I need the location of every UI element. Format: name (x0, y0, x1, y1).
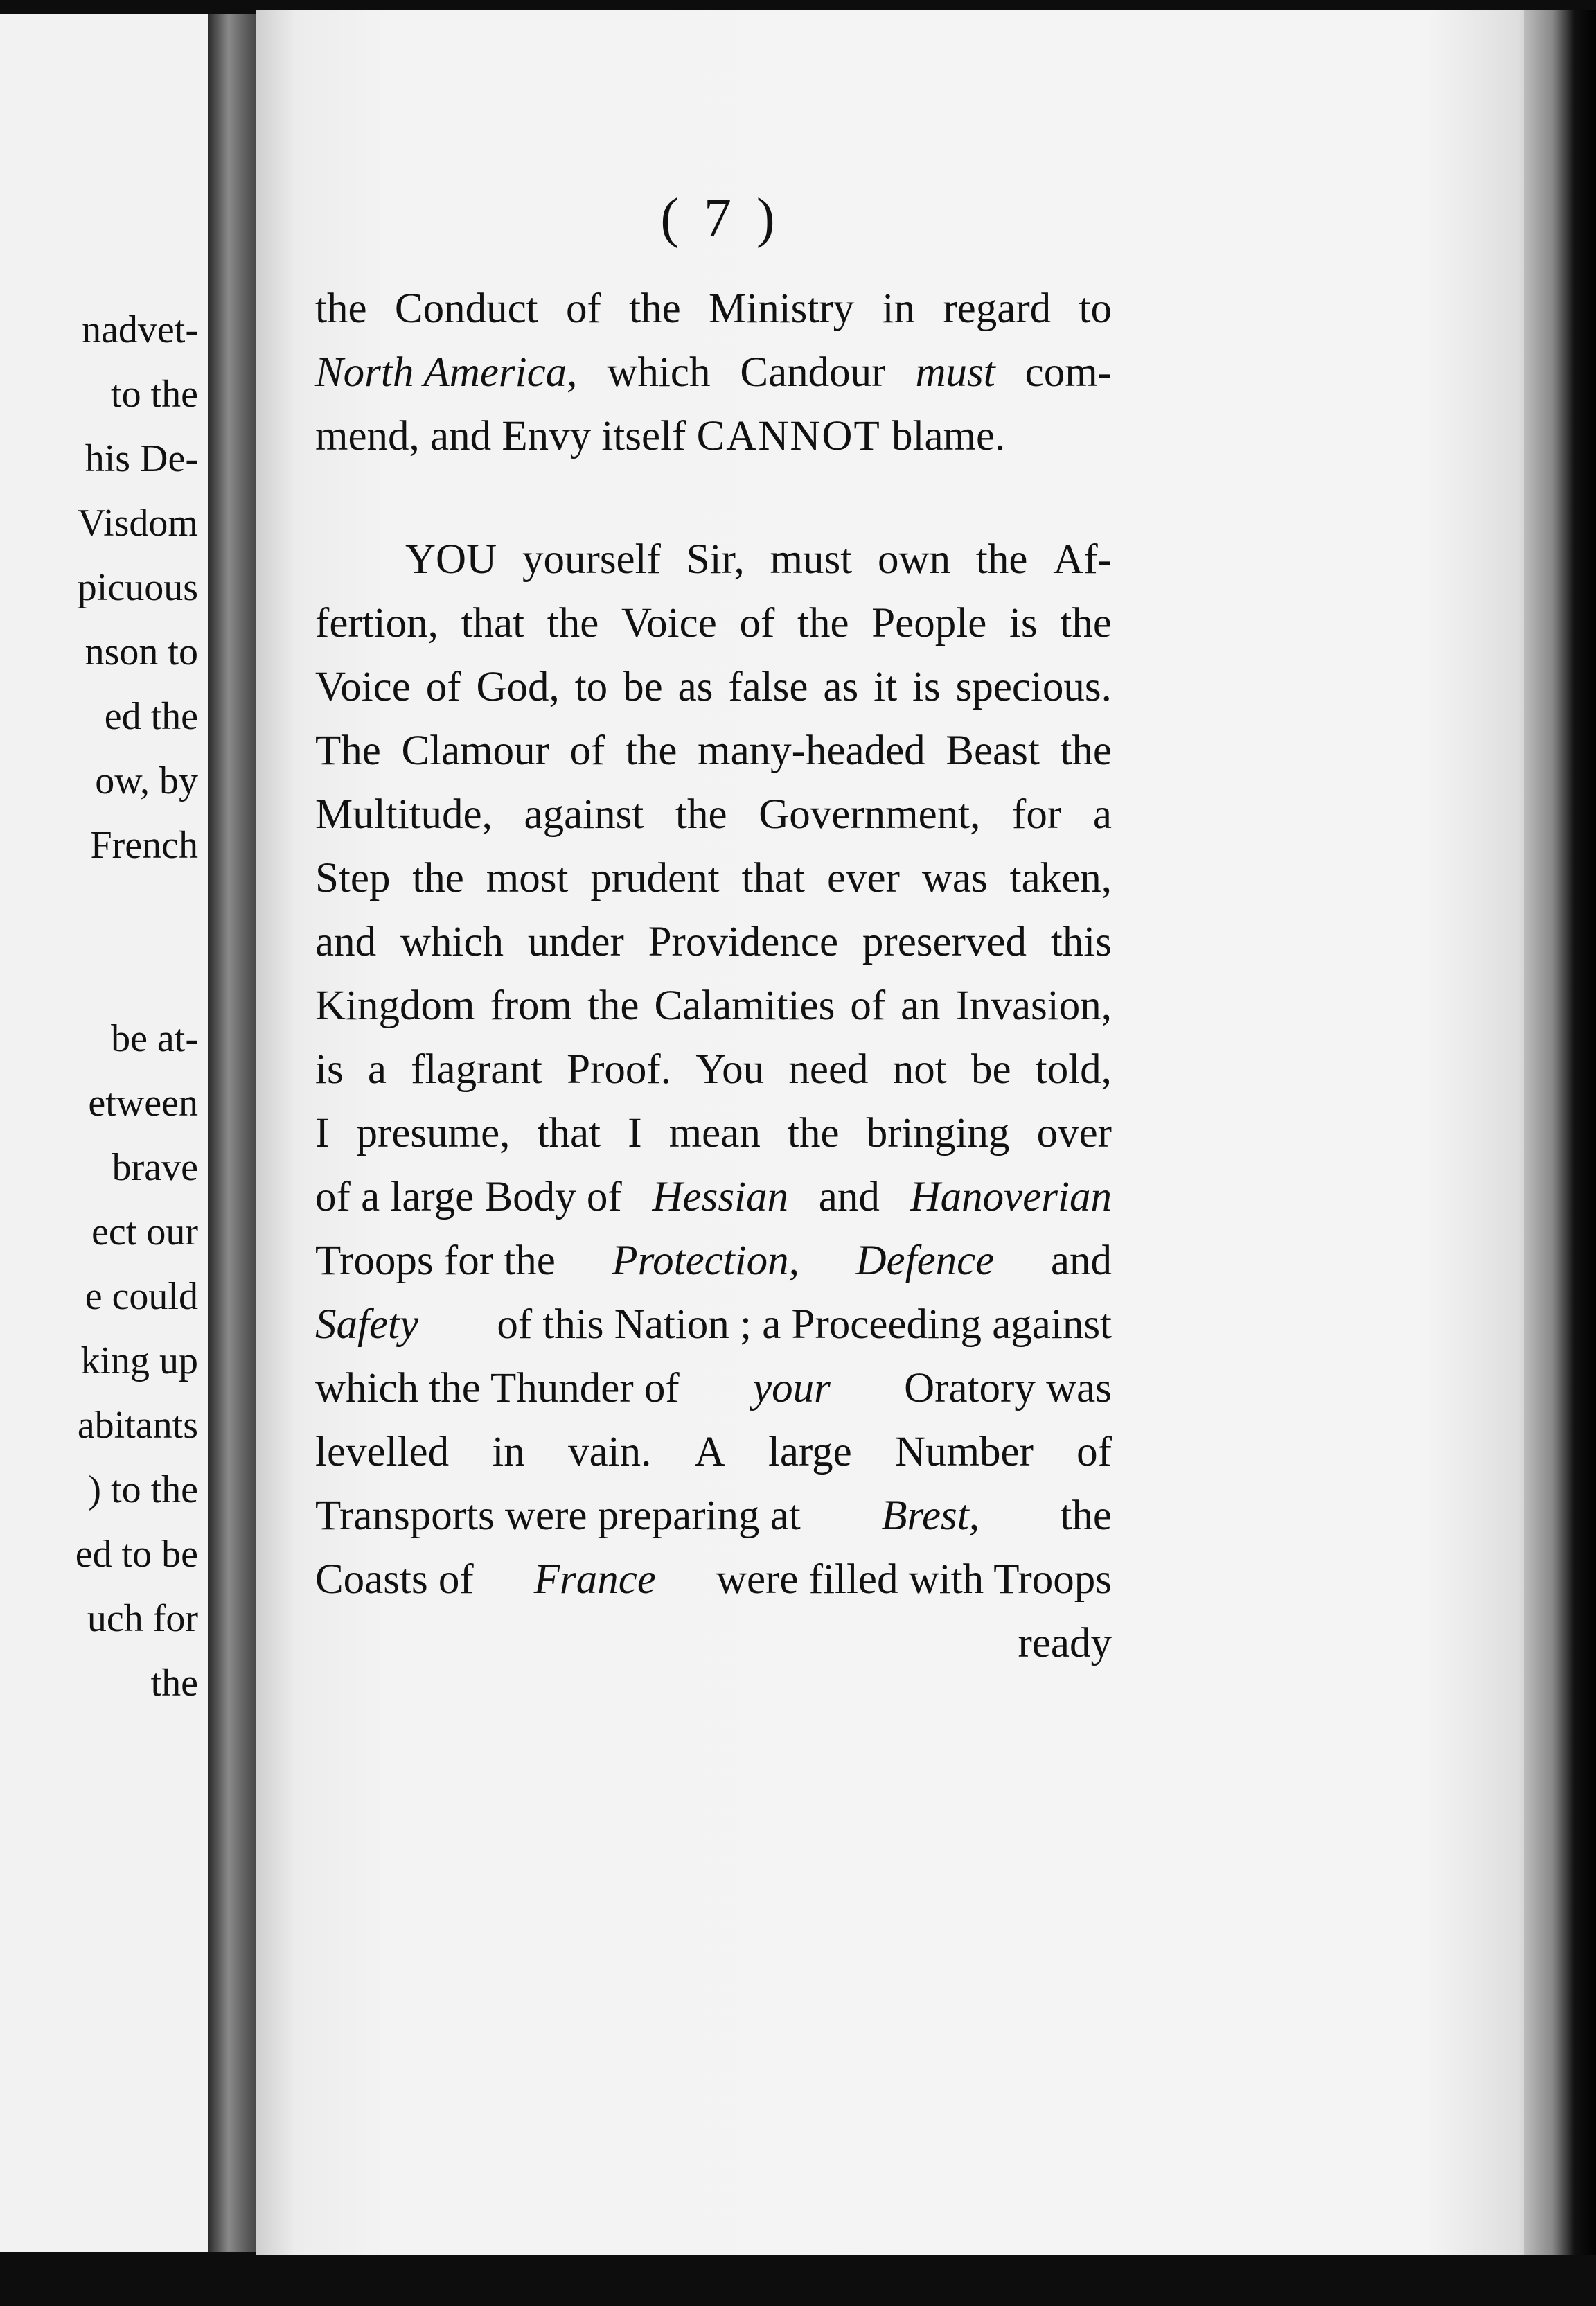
text-word-italic: Protection, (612, 1238, 799, 1284)
text-word: regard (943, 285, 1052, 332)
text-word: Invasion, (955, 983, 1112, 1029)
text-word: presume, (356, 1110, 511, 1156)
text-word: Ministry (709, 285, 855, 332)
text-line (315, 719, 1112, 783)
text-line (315, 405, 1112, 468)
text-word: that (741, 855, 806, 901)
left-page-line: ) to the (88, 1468, 198, 1511)
text-word: is (1009, 600, 1038, 646)
text-segment: Transports were preparing at (315, 1493, 801, 1539)
text-word: not (892, 1046, 947, 1093)
text-word: People (871, 600, 987, 646)
text-word: and (315, 919, 377, 965)
text-word: that (461, 600, 525, 646)
left-page-line: nson to (85, 631, 198, 674)
page-number: ( 7 ) (660, 188, 781, 249)
text-word: the (788, 1110, 840, 1156)
text-word: was (921, 855, 988, 901)
text-word: A (694, 1429, 725, 1475)
text-word-italic: Defence (855, 1238, 995, 1284)
text-word: need (788, 1046, 869, 1093)
text-line (315, 1165, 1112, 1229)
text-word: I (315, 1110, 330, 1156)
text-word: ever (826, 855, 900, 901)
text-word: Af- (1053, 536, 1112, 583)
left-page-line: to the (111, 373, 198, 416)
text-word: over (1036, 1110, 1112, 1156)
text-word: Step (315, 855, 391, 901)
left-page-line: etween (88, 1082, 198, 1125)
text-word: large (768, 1429, 852, 1475)
left-page-line (0, 942, 198, 1007)
text-word: flagrant (411, 1046, 542, 1093)
text-word: false (728, 664, 808, 710)
text-line (315, 1548, 1112, 1612)
text-word: a (367, 1046, 387, 1093)
text-segment: which the Thunder of (315, 1365, 680, 1411)
left-page-line: king up (80, 1339, 198, 1382)
left-page-line: uch for (87, 1597, 198, 1640)
left-page-line: French (90, 824, 198, 867)
text-segment: Coasts of (315, 1556, 474, 1603)
text-word: this (1050, 919, 1112, 965)
text-word: the (587, 983, 639, 1029)
text-word: yourself (522, 536, 661, 583)
left-page-line: his De- (85, 437, 198, 480)
text-word: Voice (315, 664, 411, 710)
text-word: and (818, 1174, 880, 1220)
text-word: I (628, 1110, 642, 1156)
text-line (315, 974, 1112, 1038)
left-page-line: e could (85, 1275, 198, 1318)
text-word: Beast (946, 728, 1040, 774)
text-word: of (425, 664, 461, 710)
text-word-small-caps: CANNOT (696, 413, 881, 459)
text-word: against (524, 791, 644, 838)
text-segment: were filled with Troops (716, 1556, 1112, 1603)
text-line (315, 1357, 1112, 1420)
text-word-italic: Hessian (652, 1174, 789, 1220)
text-word-italic: France (533, 1556, 656, 1603)
text-word: of (1076, 1429, 1112, 1475)
text-word: and (1050, 1238, 1112, 1284)
text-word: the (1060, 600, 1112, 646)
left-page-line: ow, by (95, 759, 198, 802)
text-word: Clamour (401, 728, 549, 774)
text-word: Candour (740, 349, 886, 396)
text-line (315, 783, 1112, 847)
catchword: ready (1018, 1620, 1112, 1666)
text-word: blame. (892, 413, 1006, 459)
text-word: mean (668, 1110, 761, 1156)
text-word: in (882, 285, 915, 332)
text-word: the (675, 791, 727, 838)
text-word: preserved (862, 919, 1027, 965)
text-word-italic: must (915, 349, 995, 396)
left-page-line: be at- (111, 1017, 198, 1060)
left-page-line: nadvet- (82, 308, 198, 351)
text-word: fertion, (315, 600, 438, 646)
left-page-line: ed the (104, 695, 198, 738)
left-page-line: abitants (77, 1404, 198, 1447)
text-word: many-headed (698, 728, 925, 774)
text-line (315, 341, 1112, 405)
left-page-line: ect our (91, 1211, 198, 1253)
text-word: You (695, 1046, 765, 1093)
text-line (315, 1293, 1112, 1357)
text-word: the (547, 600, 599, 646)
text-word: the (975, 536, 1028, 583)
text-word: specious. (955, 664, 1112, 710)
left-page-line: picuous (77, 566, 198, 609)
text-word: The (315, 728, 381, 774)
text-word: it (874, 664, 898, 710)
text-word: in (492, 1429, 525, 1475)
text-word: Proof. (567, 1046, 671, 1093)
text-word: prudent (590, 855, 720, 901)
text-word: God, (476, 664, 560, 710)
text-word: the (1060, 728, 1112, 774)
text-word: the (315, 285, 367, 332)
text-segment: Troops for the (315, 1238, 556, 1284)
text-line (315, 1102, 1112, 1165)
text-word: a (1092, 791, 1112, 838)
text-word: Multitude, (315, 791, 493, 838)
text-word: of (565, 285, 601, 332)
text-word: Sir, (686, 536, 745, 583)
text-line (315, 277, 1112, 341)
text-line (315, 1038, 1112, 1102)
text-line (315, 847, 1112, 910)
text-word: the (1060, 1493, 1112, 1539)
text-word: from (490, 983, 572, 1029)
text-word: bringing (866, 1110, 1010, 1156)
text-word: the (797, 600, 849, 646)
text-word-italic: your (753, 1365, 831, 1411)
text-word: Calamities (654, 983, 835, 1029)
text-word: taken, (1009, 855, 1112, 901)
text-word: is (315, 1046, 344, 1093)
text-line (315, 1229, 1112, 1293)
text-word-italic: Safety (315, 1301, 419, 1348)
text-word: be (623, 664, 663, 710)
text-word: of (739, 600, 775, 646)
text-line (315, 1484, 1112, 1548)
text-word: must (770, 536, 853, 583)
text-word: vain. (568, 1429, 652, 1475)
text-segment: of this Nation ; a Proceeding against (497, 1301, 1112, 1348)
left-page-text (0, 298, 198, 1716)
right-page-edge (1524, 10, 1596, 2255)
text-word: that (537, 1110, 601, 1156)
text-word: which (607, 349, 711, 396)
text-word: an (901, 983, 941, 1029)
text-word: of (569, 728, 605, 774)
text-segment: of a large Body of (315, 1174, 622, 1220)
catchword-line (315, 1612, 1112, 1675)
text-word-italic: Brest, (881, 1493, 979, 1539)
text-word: under (527, 919, 624, 965)
left-page-line: Visdom (78, 502, 198, 545)
text-word: Kingdom (315, 983, 475, 1029)
text-segment: Oratory was (904, 1365, 1112, 1411)
text-word: Government, (759, 791, 981, 838)
left-page-line (0, 878, 198, 942)
text-word: YOU (405, 536, 497, 583)
text-word: com- (1025, 349, 1112, 396)
text-word: to (1079, 285, 1112, 332)
text-word: Conduct (394, 285, 538, 332)
text-word: of (850, 983, 886, 1029)
left-page-fragment (0, 14, 208, 2252)
text-word: levelled (315, 1429, 450, 1475)
text-word: own (878, 536, 951, 583)
text-word: is (912, 664, 941, 710)
text-word: Providence (648, 919, 839, 965)
left-page-line: brave (112, 1146, 198, 1189)
text-word: to (574, 664, 608, 710)
left-page-line: ed to be (75, 1533, 198, 1576)
text-line (315, 528, 1112, 592)
text-word: told, (1035, 1046, 1112, 1093)
text-word: most (486, 855, 569, 901)
text-segment: mend, and Envy itself (315, 413, 686, 459)
text-word-italic: North America, (315, 349, 578, 396)
text-word: Number (895, 1429, 1034, 1475)
text-line (315, 655, 1112, 719)
text-word: as (823, 664, 859, 710)
text-word: as (677, 664, 713, 710)
text-word: the (412, 855, 464, 901)
page-body-text (315, 277, 1112, 1675)
text-word: the (625, 728, 677, 774)
text-word: the (629, 285, 681, 332)
text-word: which (400, 919, 504, 965)
left-page-line: the (150, 1662, 198, 1705)
text-word: for (1012, 791, 1062, 838)
text-line (315, 910, 1112, 974)
text-word: Voice (621, 600, 717, 646)
text-line (315, 1420, 1112, 1484)
text-word: be (970, 1046, 1011, 1093)
text-word-italic: Hanoverian (910, 1174, 1112, 1220)
text-line (315, 592, 1112, 655)
